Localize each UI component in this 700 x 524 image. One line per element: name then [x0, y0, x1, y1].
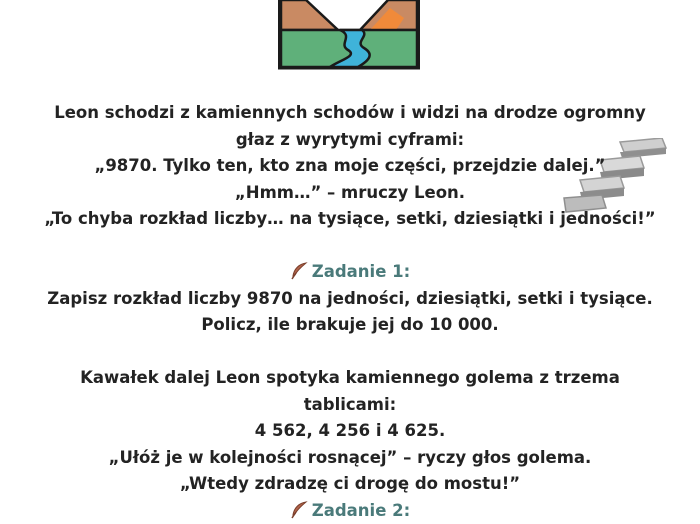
task1-label: Zadanie 1: — [312, 262, 410, 281]
golem-line: tablicami: — [0, 392, 700, 419]
golem-line: Kawałek dalej Leon spotyka kamiennego golema z trzema — [0, 365, 700, 392]
task2-label: Zadanie 2: — [312, 501, 410, 520]
intro-line: „To chyba rozkład liczby… na tysiące, setki, dziesiątki i jedności!” — [0, 206, 700, 233]
quill-icon — [290, 262, 308, 280]
mountain-river-icon — [278, 0, 420, 70]
task1-line: Zapisz rozkład liczby 9870 na jedności, dziesiątki, setki i tysiące. — [0, 286, 700, 313]
intro-line: „9870. Tylko ten, kto zna moje części, przejdzie dalej.” — [0, 153, 700, 180]
spacer — [0, 233, 700, 260]
task-heading — [0, 259, 700, 286]
intro-line: głaz z wyrytymi cyframi: — [0, 127, 700, 154]
intro-line: „Hmm…” – mruczy Leon. — [0, 180, 700, 207]
spacer — [0, 339, 700, 366]
quill-icon — [290, 501, 308, 519]
golem-line: „Ułóż je w kolejności rosnącej” – ryczy głos golema. — [0, 445, 700, 472]
golem-line: „Wtedy zdradzę ci drogę do mostu!” — [0, 471, 700, 498]
task1-line: Policz, ile brakuje jej do 10 000. — [0, 312, 700, 339]
story-text — [0, 100, 700, 524]
task-heading — [0, 498, 700, 524]
intro-line: Leon schodzi z kamiennych schodów i widzi na drodze ogromny — [0, 100, 700, 127]
golem-line: 4 562, 4 256 i 4 625. — [0, 418, 700, 445]
